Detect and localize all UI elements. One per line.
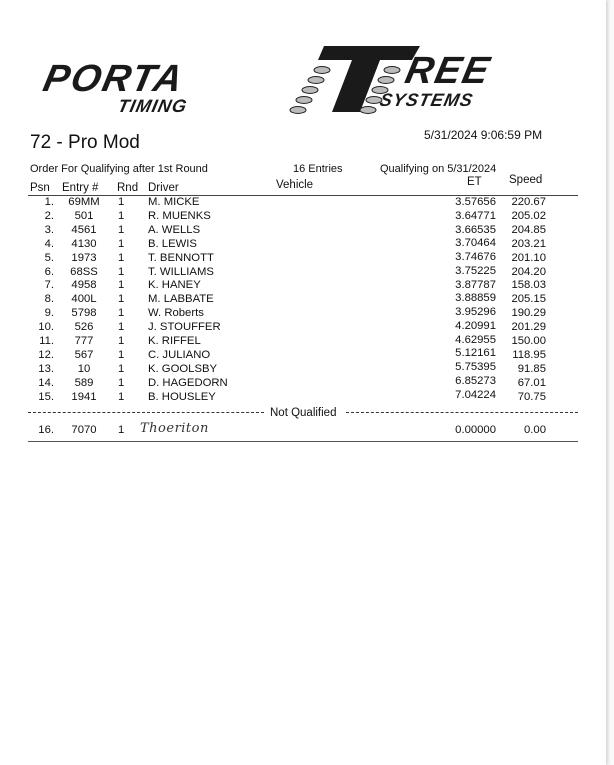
row-psn: 11. [39, 335, 54, 347]
row-speed: 201.29 [511, 321, 546, 334]
row-speed: 70.75 [517, 390, 546, 403]
row-driver-handwritten: Thoeriton [140, 421, 209, 436]
col-et: ET [467, 176, 482, 188]
table-row [0, 196, 606, 210]
row-psn: 10. [38, 321, 54, 334]
row-speed: 118.95 [512, 348, 546, 361]
col-vehicle: Vehicle [276, 179, 314, 191]
row-rnd: 1 [118, 251, 125, 264]
row-speed: 0.00 [524, 424, 546, 436]
row-entry: 4958 [71, 279, 97, 292]
table-row [0, 238, 606, 252]
row-speed: 205.15 [511, 293, 546, 306]
logo-systems-text: SYSTEMS [377, 90, 476, 110]
not-qualified-label: Not Qualified [266, 407, 340, 419]
row-psn: 6. [44, 265, 54, 278]
row-psn: 14. [38, 376, 54, 389]
row-psn: 7. [44, 279, 54, 292]
row-speed: 203.21 [511, 237, 546, 250]
row-speed: 150.00 [511, 335, 546, 347]
table-row [0, 363, 606, 377]
logo-porta-text: PORTA [39, 58, 189, 100]
class-title: 72 - Pro Mod [30, 132, 140, 153]
row-psn: 9. [44, 307, 54, 320]
row-driver: M. LABBATE [148, 293, 214, 306]
row-driver: T. WILLIAMS [148, 265, 214, 278]
row-et: 4.20991 [455, 319, 496, 332]
row-psn: 4. [44, 237, 54, 250]
row-entry: 1941 [71, 390, 97, 403]
table-row [0, 279, 606, 293]
row-psn: 1. [44, 196, 54, 208]
row-driver: B. HOUSLEY [148, 390, 216, 403]
row-speed: 67.01 [517, 376, 546, 389]
order-description: Order For Qualifying after 1st Round [30, 163, 208, 175]
col-speed: Speed [509, 174, 543, 186]
row-rnd: 1 [118, 265, 125, 278]
row-driver: C. JULIANO [148, 348, 211, 361]
col-psn: Psn [30, 182, 50, 194]
row-entry: 10 [77, 362, 91, 375]
row-rnd: 1 [118, 237, 125, 250]
not-qualified-divider-left [28, 412, 264, 413]
row-et: 5.12161 [455, 347, 496, 360]
print-timestamp: 5/31/2024 9:06:59 PM [424, 128, 543, 142]
row-psn: 5. [44, 251, 54, 264]
row-driver: A. WELLS [148, 223, 201, 236]
row-et: 3.74676 [455, 251, 496, 263]
table-row [0, 321, 606, 335]
row-rnd: 1 [118, 307, 125, 320]
table-row [0, 349, 606, 363]
entry-count: 16 Entries [293, 163, 343, 175]
row-et: 4.62955 [455, 333, 496, 346]
row-driver: M. MICKE [148, 196, 200, 208]
row-rnd: 1 [118, 293, 125, 306]
qualifying-date: Qualifying on 5/31/2024 [380, 163, 497, 175]
row-et: 3.66535 [455, 223, 496, 236]
row-rnd: 1 [118, 223, 125, 236]
row-driver: K. HANEY [148, 279, 201, 292]
row-driver: B. LEWIS [148, 237, 197, 250]
row-entry: 4561 [71, 223, 97, 236]
row-rnd: 1 [118, 348, 125, 361]
row-et: 3.70464 [455, 237, 496, 250]
row-entry: 68SS [70, 265, 98, 278]
row-driver: K. GOOLSBY [148, 362, 218, 375]
row-speed: 201.10 [511, 251, 546, 264]
row-et: 7.04224 [455, 388, 496, 401]
footer-divider [28, 441, 578, 442]
row-entry: 4130 [71, 237, 97, 250]
row-et: 3.57656 [455, 196, 496, 208]
row-driver: J. STOUFFER [148, 321, 221, 334]
col-driver: Driver [148, 182, 179, 194]
row-rnd: 1 [118, 209, 125, 222]
row-et: 3.87787 [455, 278, 496, 291]
row-driver: D. HAGEDORN [148, 376, 228, 389]
row-entry: 5798 [71, 307, 97, 320]
row-speed: 204.85 [511, 223, 546, 236]
row-et: 3.64771 [455, 209, 496, 222]
row-entry: 567 [74, 348, 94, 361]
row-entry: 1973 [71, 251, 97, 264]
row-rnd: 1 [118, 376, 125, 389]
row-et: 3.88859 [455, 292, 496, 305]
row-psn: 13. [38, 362, 54, 375]
table-row [0, 421, 606, 440]
row-speed: 205.02 [511, 209, 546, 222]
not-qualified-divider-right [346, 412, 578, 413]
row-speed: 91.85 [517, 362, 546, 375]
row-et: 3.75225 [455, 264, 496, 277]
row-psn: 3. [44, 223, 54, 236]
row-speed: 204.20 [511, 265, 546, 278]
row-entry: 69MM [68, 196, 100, 208]
row-entry: 501 [74, 209, 94, 222]
table-row [0, 293, 606, 307]
col-entry: Entry # [62, 182, 99, 194]
logo-timing-text: TIMING [115, 96, 190, 116]
row-speed: 220.67 [511, 196, 546, 208]
table-row [0, 224, 606, 238]
col-rnd: Rnd [117, 182, 139, 194]
row-rnd: 1 [118, 362, 125, 375]
row-et: 3.95296 [455, 306, 496, 318]
row-driver: R. MUENKS [148, 209, 211, 222]
table-row [0, 252, 606, 266]
row-et: 5.75395 [455, 361, 496, 373]
row-entry: 777 [74, 335, 94, 347]
row-speed: 158.03 [511, 279, 546, 292]
row-rnd: 1 [118, 196, 125, 208]
row-entry: 526 [74, 321, 94, 334]
row-rnd: 1 [118, 390, 125, 403]
logo-ree-text: REE [401, 50, 495, 92]
table-row [0, 266, 606, 280]
row-speed: 190.29 [511, 307, 546, 320]
table-row [0, 307, 606, 321]
row-entry: 400L [71, 293, 97, 306]
row-entry: 7070 [71, 424, 97, 436]
row-rnd: 1 [118, 424, 125, 436]
row-rnd: 1 [118, 279, 125, 292]
table-row [0, 388, 606, 405]
row-driver: W. Roberts [148, 307, 204, 320]
row-psn: 15. [38, 390, 54, 403]
row-driver: T. BENNOTT [148, 251, 214, 264]
table-row [0, 374, 606, 391]
row-et: 0.00000 [455, 424, 496, 436]
row-entry: 589 [74, 376, 94, 389]
row-psn: 16. [38, 424, 54, 436]
row-psn: 8. [44, 293, 54, 306]
row-rnd: 1 [118, 321, 125, 334]
row-psn: 12. [38, 348, 54, 361]
row-rnd: 1 [118, 335, 125, 347]
table-row [0, 335, 606, 349]
table-row [0, 210, 606, 224]
porta-tree-logo [39, 40, 564, 120]
row-driver: K. RIFFEL [148, 335, 201, 347]
row-psn: 2. [44, 209, 54, 222]
row-et: 6.85273 [455, 374, 496, 387]
